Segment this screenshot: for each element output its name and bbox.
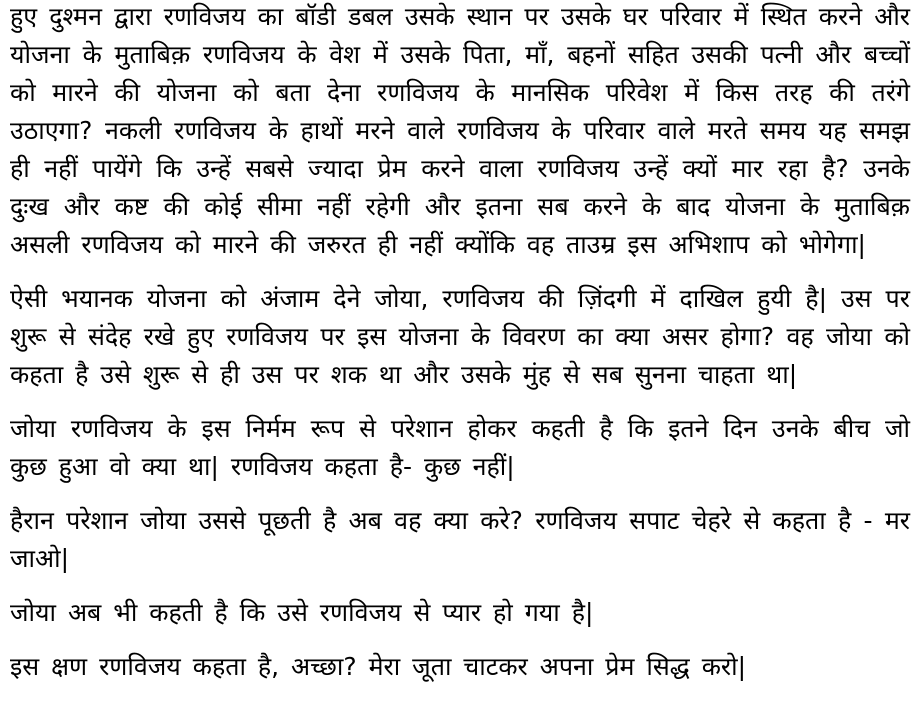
- paragraph-6: इस क्षण रणविजय कहता है, अच्छा? मेरा जूता चाटकर अपना प्रेम सिद्ध करो|: [10, 652, 747, 681]
- paragraph-3: जोया रणविजय के इस निर्मम रूप से परेशान होकर कहती है कि इतने दिन उनके बीच जो कुछ हुआ वो क्या था| रणविजय कहता है- कुछ नहीं|: [10, 414, 910, 481]
- paragraph-4: हैरान परेशान जोया उससे पूछती है अब वह क्या करे? रणविजय सपाट चेहरे से कहता है - मर जाओ|: [10, 506, 910, 573]
- paragraph-1: हुए दुश्मन द्वारा रणविजय का बॉडी डबल उसके स्थान पर उसके घर परिवार में स्थित करने और योजना के मुताबिक़ रणविजय के वेश में उसके पिता, माँ, बहनों सहित उसकी पत्नी और बच्चों को मारने की योजना को बता देना रणविजय के मानसिक परिवेश में किस तरह की तरंगे उठाएगा? नकली रणविजय के हाथों मरने वाले रणविजय के परिवार वाले मरते समय यह समझ ही नहीं पायेंगे कि उन्हें सबसे ज्यादा प्रेम करने वाला रणविजय उन्हें क्यों मार रहा है? उनके दुःख और कष्ट की कोई सीमा नहीं रहेगी और इतना सब करने के बाद योजना के मुताबिक़ असली रणविजय को मारने की जरुरत ही नहीं क्योंकि वह ताउम्र इस अभिशाप को भोगेगा|: [10, 2, 910, 259]
- paragraph-2: ऐसी भयानक योजना को अंजाम देने जोया, रणविजय की ज़िंदगी में दाखिल हुयी है| उस पर शुरू से संदेह रखे हुए रणविजय पर इस योजना के विवरण का क्या असर होगा? वह जोया को कहता है उसे शुरू से ही उस पर शक था और उसके मुंह से सब सुनना चाहता था|: [10, 284, 910, 389]
- paragraph-5: जोया अब भी कहती है कि उसे रणविजय से प्यार हो गया है|: [10, 598, 594, 627]
